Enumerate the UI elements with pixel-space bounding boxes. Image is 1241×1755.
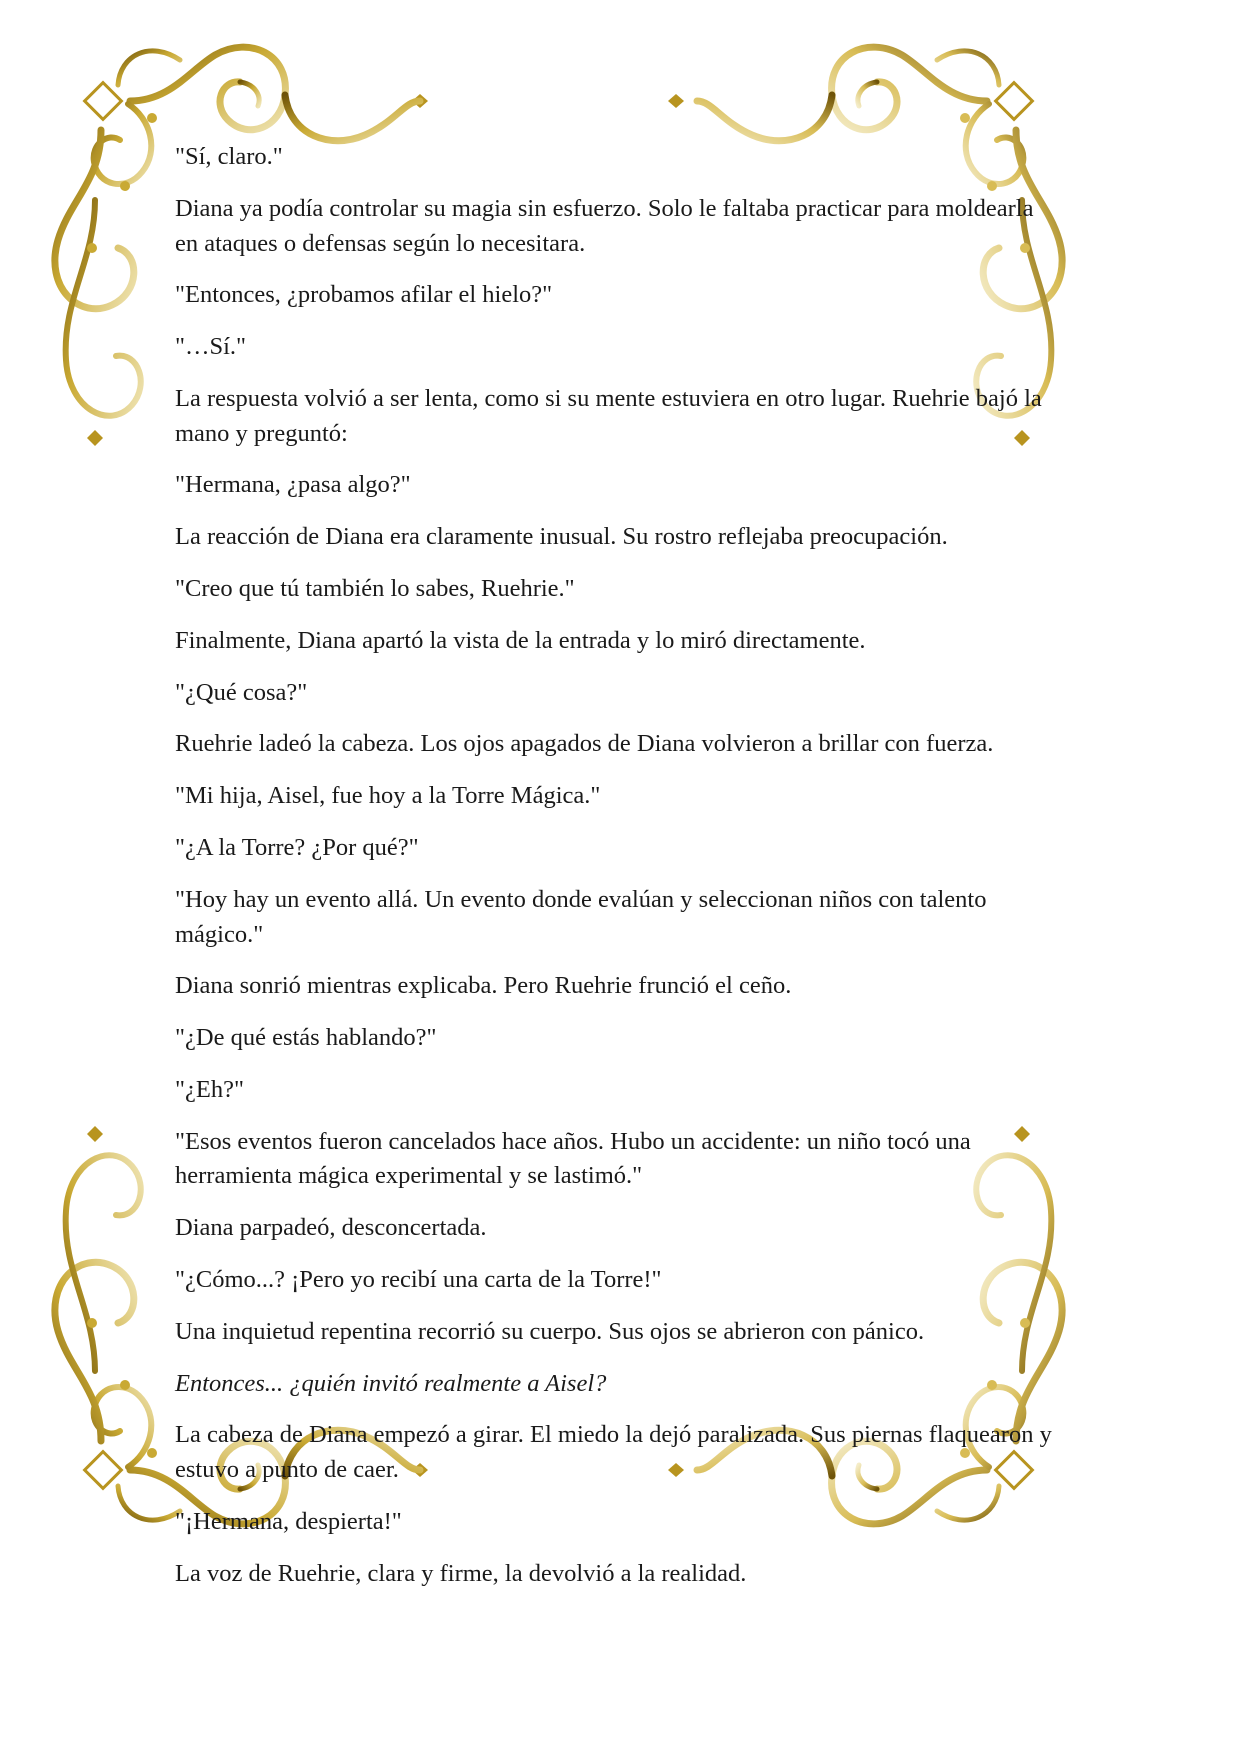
paragraph: "…Sí." [175, 333, 247, 361]
paragraph: Finalmente, Diana apartó la vista de la entrada y lo miró directamente. [175, 626, 866, 654]
paragraph: Diana parpadeó, desconcertada. [175, 1214, 487, 1242]
paragraph: "¿A la Torre? ¿Por qué?" [175, 833, 419, 861]
paragraph: "¡Hermana, despierta!" [175, 1507, 402, 1535]
paragraph: "Hermana, ¿pasa algo?" [175, 471, 411, 499]
paragraph: "¿Qué cosa?" [175, 678, 308, 706]
paragraph-italic: Entonces... ¿quién invitó realmente a Aisel? [175, 1369, 607, 1397]
paragraph: "Creo que tú también lo sabes, Ruehrie." [175, 575, 575, 603]
paragraph: "¿Cómo...? ¡Pero yo recibí una carta de la Torre!" [175, 1265, 662, 1293]
paragraph: La reacción de Diana era claramente inusual. Su rostro reflejaba preocupación. [175, 523, 948, 551]
paragraph: Ruehrie ladeó la cabeza. Los ojos apagados de Diana volvieron a brillar con fuerza. [175, 730, 994, 758]
paragraph: "Mi hija, Aisel, fue hoy a la Torre Mágica." [175, 782, 601, 810]
paragraph: La cabeza de Diana empezó a girar. El miedo la dejó paralizada. Sus piernas flaquearon y estuvo a punto de caer. [175, 1421, 1052, 1484]
paragraph: "Hoy hay un evento allá. Un evento donde evalúan y seleccionan niños con talento mágico." [175, 885, 987, 948]
paragraph: Diana sonrió mientras explicaba. Pero Ruehrie frunció el ceño. [175, 972, 792, 1000]
paragraph: Una inquietud repentina recorrió su cuerpo. Sus ojos se abrieron con pánico. [175, 1317, 925, 1345]
paragraph: La respuesta volvió a ser lenta, como si su mente estuviera en otro lugar. Ruehrie bajó la mano y preguntó: [175, 384, 1042, 447]
paragraph: Diana ya podía controlar su magia sin esfuerzo. Solo le faltaba practicar para moldearla en ataques o defensas según lo necesitara. [175, 194, 1034, 257]
paragraph: "Entonces, ¿probamos afilar el hielo?" [175, 281, 553, 309]
paragraph: "¿Eh?" [175, 1075, 244, 1103]
paragraph: "Sí, claro." [175, 143, 283, 170]
paragraph: La voz de Ruehrie, clara y firme, la devolvió a la realidad. [175, 1559, 747, 1587]
paragraph: "¿De qué estás hablando?" [175, 1024, 437, 1052]
paragraph: "Esos eventos fueron cancelados hace años. Hubo un accidente: un niño tocó una herramienta mágica experimental y se lastimó." [175, 1127, 971, 1190]
document-body [175, 140, 1055, 1591]
